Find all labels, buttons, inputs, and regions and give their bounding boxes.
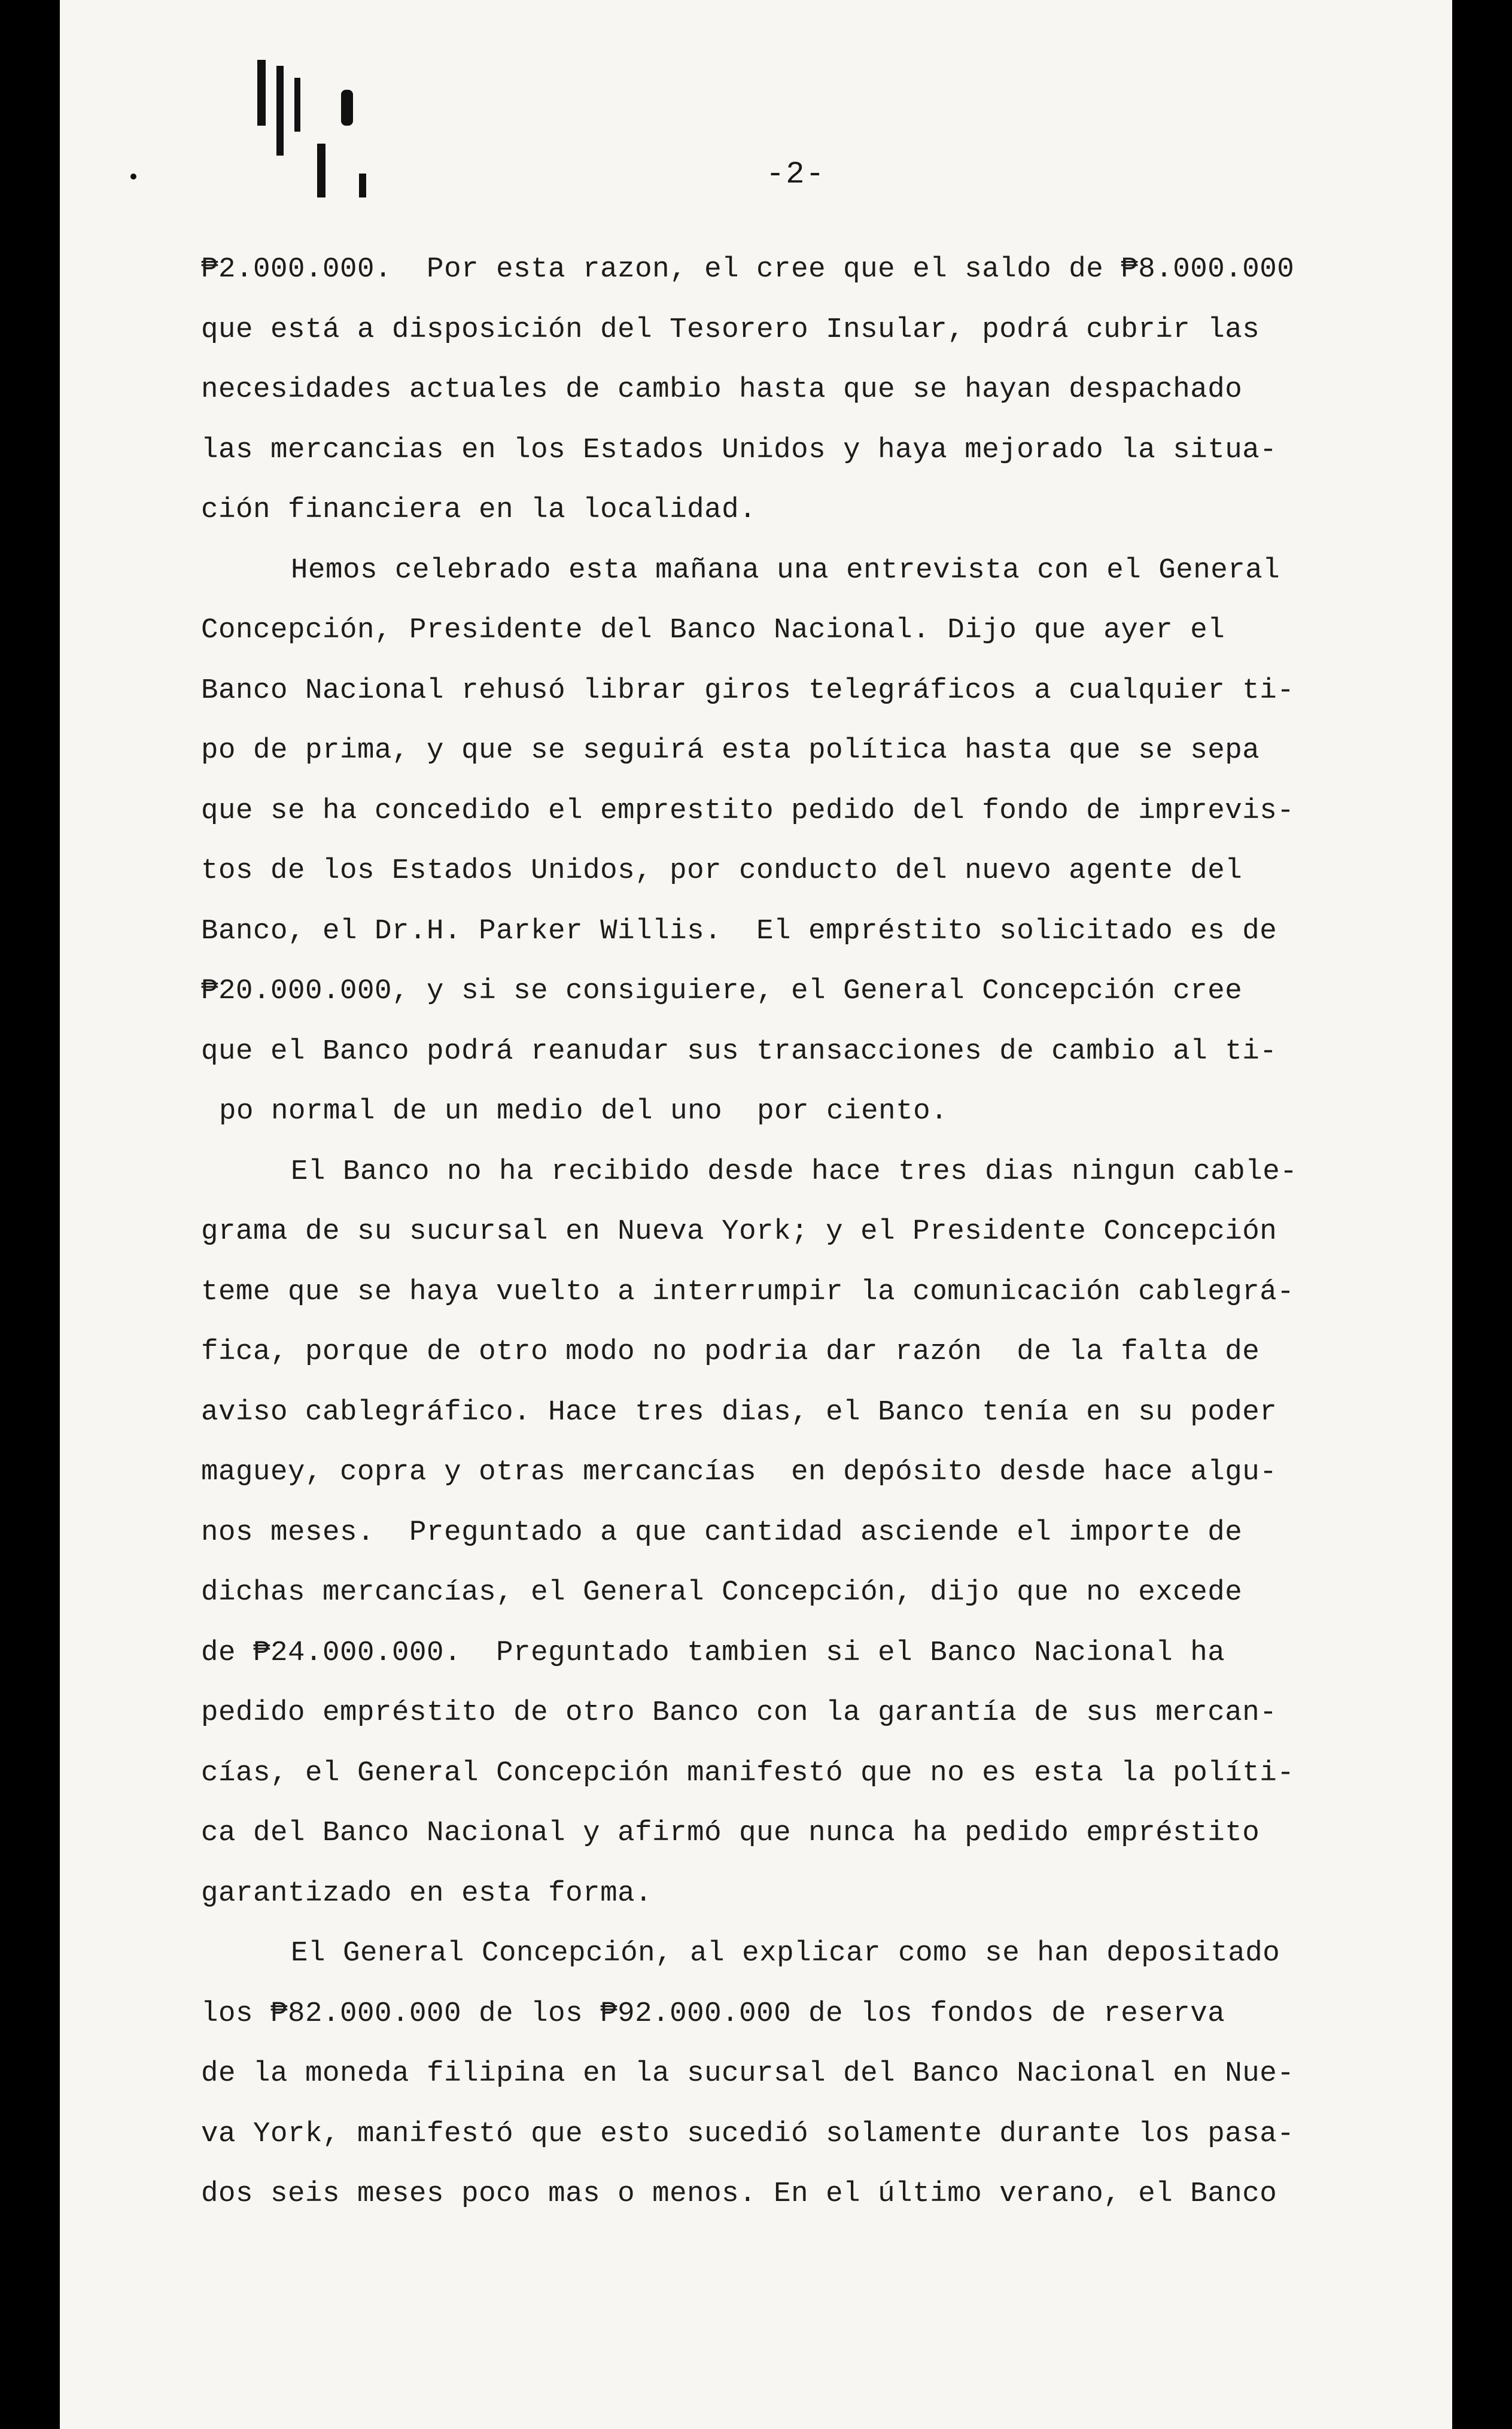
text-line: El Banco no ha recibido desde hace tres dias ningun cable-: [291, 1155, 1298, 1188]
text-line: dos seis meses poco mas o menos. En el último verano, el Banco: [201, 2178, 1277, 2210]
text-line: va York, manifestó que esto sucedió solamente durante los pasa-: [201, 2117, 1295, 2150]
text-line: po de prima, y que se seguirá esta política hasta que se sepa: [201, 734, 1260, 767]
text-line: necesidades actuales de cambio hasta que se hayan despachado: [201, 373, 1243, 406]
text-line: fica, porque de otro modo no podria dar razón de la falta de: [201, 1336, 1260, 1368]
page-number: -2-: [766, 157, 826, 192]
text-line: po normal de un medio del uno por ciento.: [219, 1095, 948, 1127]
text-line: teme que se haya vuelto a interrumpir la comunicación cablegrá-: [201, 1275, 1295, 1308]
text-line: ₱2.000.000. Por esta razon, el cree que el saldo de ₱8.000.000: [201, 253, 1295, 285]
text-line: Banco Nacional rehusó librar giros telegráficos a cualquier ti-: [201, 674, 1295, 707]
text-line: que se ha concedido el emprestito pedido del fondo de imprevis-: [201, 794, 1295, 827]
text-line: cías, el General Concepción manifestó que no es esta la políti-: [201, 1756, 1295, 1789]
text-line: nos meses. Preguntado a que cantidad asciende el importe de: [201, 1516, 1243, 1549]
text-line: tos de los Estados Unidos, por conducto del nuevo agente del: [201, 855, 1243, 887]
text-line: garantizado en esta forma.: [201, 1877, 653, 1910]
text-line: grama de su sucursal en Nueva York; y el Presidente Concepción: [201, 1215, 1277, 1248]
document-page: [60, 0, 1452, 2429]
text-line: Banco, el Dr.H. Parker Willis. El empréstito solicitado es de: [201, 914, 1277, 947]
text-line: ca del Banco Nacional y afirmó que nunca ha pedido empréstito: [201, 1817, 1260, 1849]
text-line: Concepción, Presidente del Banco Nacional. Dijo que ayer el: [201, 614, 1225, 646]
text-line: las mercancias en los Estados Unidos y haya mejorado la situa-: [201, 433, 1277, 466]
text-line: Hemos celebrado esta mañana una entrevista con el General: [291, 554, 1280, 586]
text-line: maguey, copra y otras mercancías en depósito desde hace algu-: [201, 1456, 1277, 1488]
text-line: que está a disposición del Tesorero Insular, podrá cubrir las: [201, 313, 1260, 346]
text-line: los ₱82.000.000 de los ₱92.000.000 de los fondos de reserva: [201, 1997, 1225, 2030]
text-line: ción financiera en la localidad.: [201, 494, 757, 526]
text-line: que el Banco podrá reanudar sus transacciones de cambio al ti-: [201, 1035, 1277, 1068]
text-line: aviso cablegráfico. Hace tres dias, el Banco tenía en su poder: [201, 1396, 1277, 1428]
text-line: pedido empréstito de otro Banco con la garantía de sus mercan-: [201, 1697, 1277, 1729]
body-text: [201, 239, 1404, 2224]
text-line: de la moneda filipina en la sucursal del Banco Nacional en Nue-: [201, 2057, 1295, 2090]
text-line: de ₱24.000.000. Preguntado tambien si el Banco Nacional ha: [201, 1636, 1225, 1669]
text-line: dichas mercancías, el General Concepción, dijo que no excede: [201, 1576, 1243, 1609]
text-line: ₱20.000.000, y si se consiguiere, el General Concepción cree: [201, 975, 1243, 1007]
text-line: El General Concepción, al explicar como se han depositado: [291, 1937, 1280, 1969]
